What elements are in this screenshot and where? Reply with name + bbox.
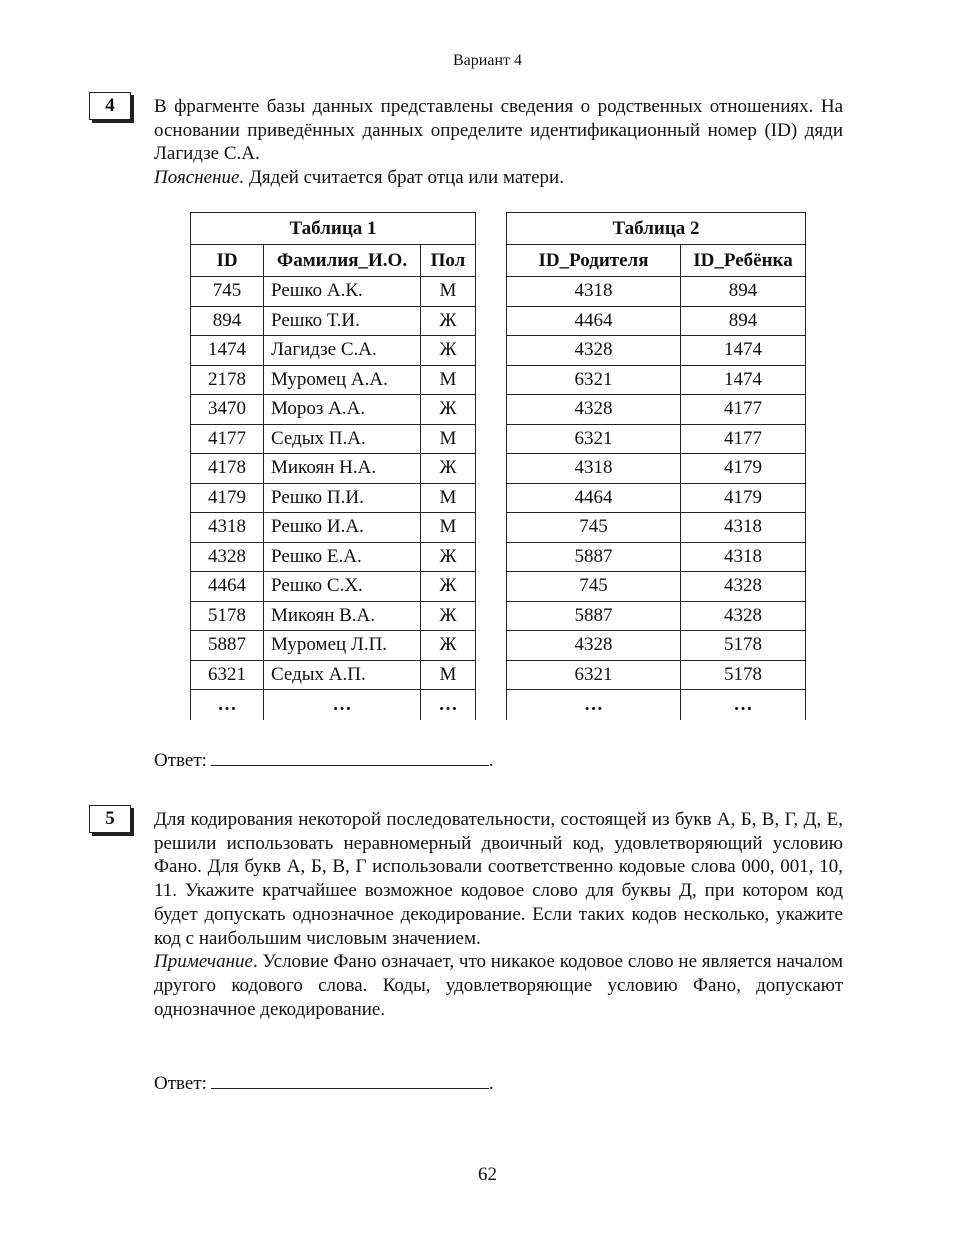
sex-cell: М <box>421 483 476 513</box>
name-cell: Решко С.Х. <box>264 572 421 602</box>
sex-cell: Ж <box>421 454 476 484</box>
id-cell: 5178 <box>191 601 264 631</box>
task-4-answer-field[interactable] <box>211 748 489 766</box>
table-row <box>191 454 476 484</box>
child-id-cell: 4179 <box>681 483 806 513</box>
task-5-answer-end: . <box>488 1073 494 1094</box>
name-cell: Решко Т.И. <box>264 306 421 336</box>
id-cell: 4177 <box>191 424 264 454</box>
task-4-answer-end: . <box>488 750 494 771</box>
table-row <box>507 542 806 572</box>
task-5-statement: Для кодирования некоторой последовательности, состоящей из букв А, Б, В, Г, Д, Е, решили использовать неравномерный двоичный код, удовлетворяющий условию Фано. Для букв А, Б, В, Г использовали соответственно кодовые слова 000, 001, 10, 11. Укажите кратчайшее возможное кодовое слово для буквы Д, при котором код будет допускать однозначное декодирование. Если таких кодов несколько, укажите код с наибольшим числовым значением. <box>154 809 843 949</box>
ellipsis-cell: … <box>264 690 421 721</box>
name-cell: Мороз А.А. <box>264 395 421 425</box>
sex-cell: М <box>421 277 476 307</box>
task-4-text <box>154 95 843 190</box>
ellipsis-cell: … <box>507 690 681 721</box>
parent-id-cell: 5887 <box>507 542 681 572</box>
sex-cell: Ж <box>421 336 476 366</box>
parent-id-cell: 4464 <box>507 306 681 336</box>
task-5-note <box>154 950 843 1021</box>
table-1 <box>190 212 476 720</box>
sex-cell: М <box>421 365 476 395</box>
sex-cell: Ж <box>421 631 476 661</box>
parent-id-cell: 5887 <box>507 601 681 631</box>
table-row <box>507 513 806 543</box>
id-cell: 2178 <box>191 365 264 395</box>
child-id-cell: 4177 <box>681 424 806 454</box>
task-4-note-label: Пояснение. <box>154 167 245 189</box>
table-row <box>507 483 806 513</box>
task-5-text <box>154 808 843 1021</box>
child-id-cell: 4177 <box>681 395 806 425</box>
child-id-cell: 4328 <box>681 601 806 631</box>
id-cell: 745 <box>191 277 264 307</box>
variant-header: Вариант 4 <box>453 52 522 69</box>
sex-cell: М <box>421 424 476 454</box>
table-2-title: Таблица 2 <box>507 213 806 245</box>
ellipsis-cell: … <box>191 690 264 721</box>
parent-id-cell: 6321 <box>507 424 681 454</box>
ellipsis-row <box>507 690 806 721</box>
table-row <box>191 542 476 572</box>
table-row <box>191 365 476 395</box>
parent-id-cell: 4318 <box>507 277 681 307</box>
parent-id-cell: 4318 <box>507 454 681 484</box>
sex-cell: Ж <box>421 542 476 572</box>
table-2 <box>506 212 806 720</box>
parent-id-cell: 6321 <box>507 365 681 395</box>
task-5-note-label: Примечание <box>154 951 253 973</box>
sex-cell: Ж <box>421 601 476 631</box>
table-row <box>191 660 476 690</box>
table-1-header-id: ID <box>191 245 264 277</box>
task-4-number-box: 4 <box>89 92 131 120</box>
name-cell: Муромец А.А. <box>264 365 421 395</box>
id-cell: 4464 <box>191 572 264 602</box>
id-cell: 3470 <box>191 395 264 425</box>
child-id-cell: 4318 <box>681 542 806 572</box>
table-row <box>507 306 806 336</box>
id-cell: 4179 <box>191 483 264 513</box>
id-cell: 4328 <box>191 542 264 572</box>
ellipsis-row <box>191 690 476 721</box>
table-row <box>191 306 476 336</box>
table-row <box>507 424 806 454</box>
parent-id-cell: 4328 <box>507 336 681 366</box>
ellipsis-cell: … <box>681 690 806 721</box>
sex-cell: М <box>421 513 476 543</box>
id-cell: 6321 <box>191 660 264 690</box>
table-row <box>507 572 806 602</box>
id-cell: 5887 <box>191 631 264 661</box>
table-row <box>507 631 806 661</box>
name-cell: Решко И.А. <box>264 513 421 543</box>
table-2-header-parent: ID_Родителя <box>507 245 681 277</box>
id-cell: 4318 <box>191 513 264 543</box>
name-cell: Микоян Н.А. <box>264 454 421 484</box>
parent-id-cell: 745 <box>507 572 681 602</box>
name-cell: Лагидзе С.А. <box>264 336 421 366</box>
table-row <box>507 601 806 631</box>
table-row <box>507 365 806 395</box>
task-4-answer-label: Ответ: <box>154 750 207 771</box>
table-row <box>191 513 476 543</box>
parent-id-cell: 4328 <box>507 395 681 425</box>
table-2-header-child: ID_Ребёнка <box>681 245 806 277</box>
task-4-note <box>154 166 843 190</box>
sex-cell: Ж <box>421 306 476 336</box>
name-cell: Седых А.П. <box>264 660 421 690</box>
child-id-cell: 1474 <box>681 365 806 395</box>
table-1-title: Таблица 1 <box>191 213 476 245</box>
child-id-cell: 5178 <box>681 631 806 661</box>
child-id-cell: 1474 <box>681 336 806 366</box>
table-row <box>507 660 806 690</box>
id-cell: 894 <box>191 306 264 336</box>
task-4-answer <box>154 748 494 772</box>
task-5-answer-field[interactable] <box>211 1071 489 1089</box>
id-cell: 4178 <box>191 454 264 484</box>
sex-cell: Ж <box>421 572 476 602</box>
child-id-cell: 4318 <box>681 513 806 543</box>
table-row <box>191 601 476 631</box>
page-number: 62 <box>478 1164 497 1185</box>
child-id-cell: 894 <box>681 306 806 336</box>
child-id-cell: 5178 <box>681 660 806 690</box>
parent-id-cell: 6321 <box>507 660 681 690</box>
task-5-note-text: . Условие Фано означает, что никакое кодовое слово не является началом другого кодового слова. Коды, удовлетворяющие условию Фано, допускают однозначное декодирование. <box>154 951 843 1020</box>
parent-id-cell: 4464 <box>507 483 681 513</box>
name-cell: Решко Е.А. <box>264 542 421 572</box>
parent-id-cell: 4328 <box>507 631 681 661</box>
ellipsis-cell: … <box>421 690 476 721</box>
name-cell: Микоян В.А. <box>264 601 421 631</box>
table-row <box>191 631 476 661</box>
table-row <box>507 454 806 484</box>
name-cell: Муромец Л.П. <box>264 631 421 661</box>
task-4-note-text: Дядей считается брат отца или матери. <box>244 167 564 189</box>
table-row <box>191 336 476 366</box>
table-row <box>191 483 476 513</box>
id-cell: 1474 <box>191 336 264 366</box>
table-row <box>507 395 806 425</box>
sex-cell: Ж <box>421 395 476 425</box>
child-id-cell: 894 <box>681 277 806 307</box>
name-cell: Решко А.К. <box>264 277 421 307</box>
child-id-cell: 4328 <box>681 572 806 602</box>
table-row <box>191 395 476 425</box>
table-1-header-sex: Пол <box>421 245 476 277</box>
task-4-statement: В фрагменте базы данных представлены сведения о родственных отношениях. На основании приведённых данных определите идентификационный номер (ID) дяди Лагидзе С.А. <box>154 96 843 165</box>
task-5-answer <box>154 1071 494 1095</box>
table-row <box>507 336 806 366</box>
child-id-cell: 4179 <box>681 454 806 484</box>
table-row <box>191 424 476 454</box>
table-1-header-name: Фамилия_И.О. <box>264 245 421 277</box>
parent-id-cell: 745 <box>507 513 681 543</box>
table-row <box>191 572 476 602</box>
task-5-answer-label: Ответ: <box>154 1073 207 1094</box>
table-row <box>191 277 476 307</box>
task-5-number-box: 5 <box>89 805 131 833</box>
name-cell: Седых П.А. <box>264 424 421 454</box>
name-cell: Решко П.И. <box>264 483 421 513</box>
sex-cell: М <box>421 660 476 690</box>
table-row <box>507 277 806 307</box>
